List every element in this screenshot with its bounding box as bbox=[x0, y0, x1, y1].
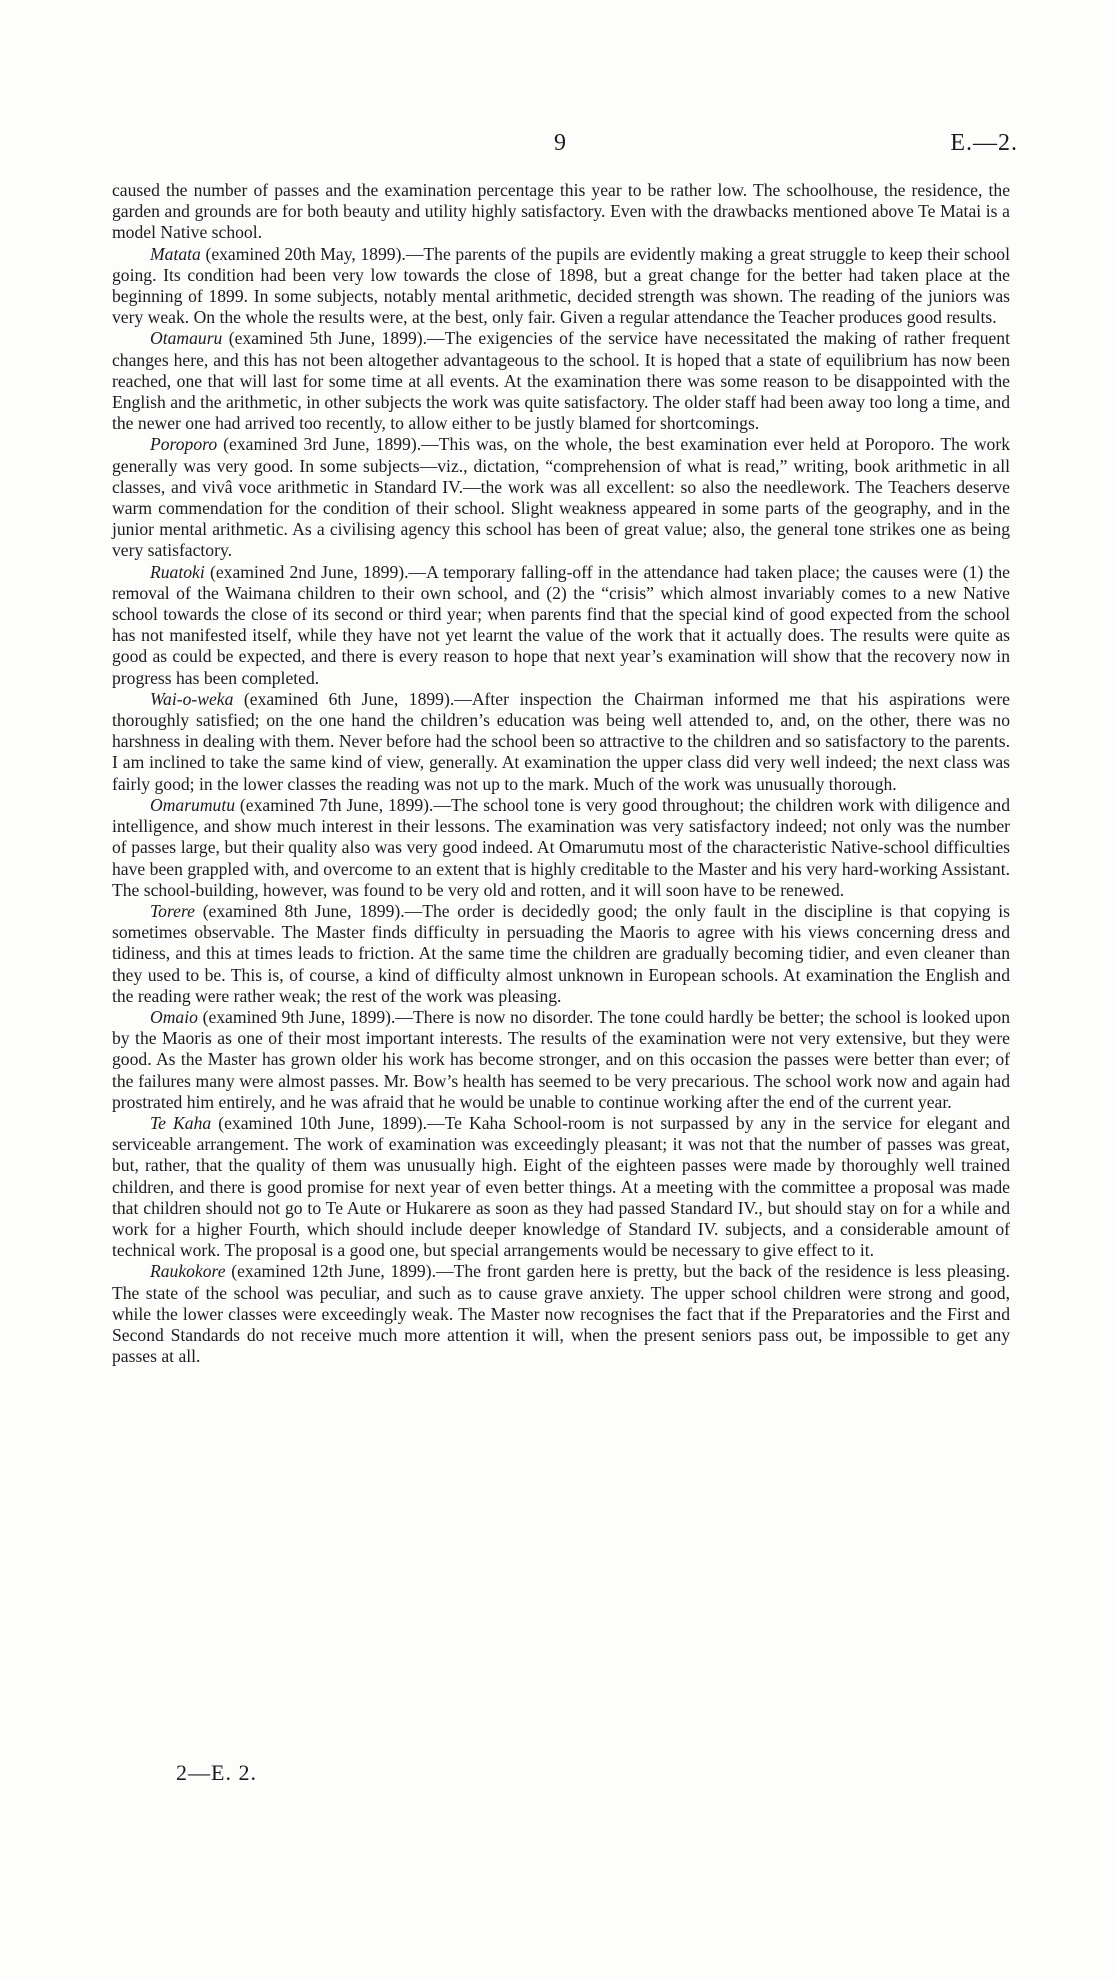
paragraph-poroporo bbox=[112, 434, 1010, 561]
paragraph-text: (examined 6th June, 1899).—After inspection the Chairman informed me that his aspirations were thoroughly satisfied; on the one hand the children’s education was being well attended to, and, on the other, there was no harshness in dealing with them. Never before had the school been so attractive to the children and so satisfactory to the parents. I am inclined to take the same kind of view, generally. At examination the upper class did very well indeed; the next class was fairly good; in the lower classes the reading was not up to the mark. Much of the work was unusually thorough. bbox=[112, 688, 1010, 794]
paragraph-te-kaha bbox=[112, 1113, 1010, 1261]
paragraph-torere bbox=[112, 901, 1010, 1007]
report-body bbox=[112, 180, 1010, 1367]
school-name: Wai-o-weka bbox=[150, 688, 234, 709]
paragraph-omarumutu bbox=[112, 795, 1010, 901]
paragraph-text: (examined 3rd June, 1899).—This was, on the whole, the best examination ever held at Poroporo. The work generally was very good. In some subjects—viz., dictation, “comprehension of what is read,” writing, book arithmetic in all classes, and vivâ voce arithmetic in Standard IV.—the work was all excellent: so also the needlework. The Teachers deserve warm commendation for the condition of their school. Slight weakness appeared in some parts of the geography, and in the junior mental arithmetic. As a civilising agency this school has been of great value; also, the general tone strikes one as being very satisfactory. bbox=[112, 434, 1010, 561]
paragraph-ruatoki bbox=[112, 562, 1010, 689]
paragraph-text: (examined 9th June, 1899).—There is now no disorder. The tone could hardly be better; the school is looked upon by the Maoris as one of their most important interests. The results of the examination were not very extensive, but they were good. As the Master has grown older his work has become stronger, and on this occasion the passes were better than ever; of the failures many were almost passes. Mr. Bow’s health has seemed to be very precarious. The school work now and again had prostrated him entirely, and he was afraid that he would be unable to continue working after the end of the current year. bbox=[112, 1006, 1010, 1112]
school-name: Omaio bbox=[150, 1006, 198, 1027]
paragraph-wai-o-weka bbox=[112, 689, 1010, 795]
paragraph-text: caused the number of passes and the examination percentage this year to be rather low. The schoolhouse, the residence, the garden and grounds are for both beauty and utility highly satisfactory. Even with the drawbacks mentioned above Te Matai is a model Native school. bbox=[112, 180, 1010, 243]
paragraph-matata bbox=[112, 244, 1010, 329]
school-name: Ruatoki bbox=[150, 561, 205, 582]
school-name: Matata bbox=[150, 243, 201, 264]
page-number: 9 bbox=[554, 130, 566, 156]
paragraph-text: (examined 7th June, 1899).—The school tone is very good throughout; the children work with diligence and intelligence, and show much interest in their lessons. The examination was very satisfactory indeed; not only was the number of passes large, but their quality also was very good indeed. At Omarumutu most of the characteristic Native-school difficulties have been grappled with, and overcome to an extent that is highly creditable to the Master and his very hard-working Assistant. The school-building, however, was found to be very old and rotten, and it will soon have to be renewed. bbox=[112, 794, 1010, 900]
school-name: Otamauru bbox=[150, 328, 223, 349]
paragraph-raukokore bbox=[112, 1261, 1010, 1367]
school-name: Torere bbox=[150, 900, 195, 921]
school-name: Te Kaha bbox=[150, 1112, 212, 1133]
paragraph-otamauru bbox=[112, 328, 1010, 434]
paragraph-text: (examined 10th June, 1899).—Te Kaha School-room is not surpassed by any in the service for elegant and serviceable arrangement. The work of examination was exceedingly pleasant; it was not that the number of passes was great, but, rather, that the quality of them was unusually high. Eight of the eighteen passes were made by thoroughly well trained children, and there is good promise for next year of even better things. At a meeting with the committee a proposal was made that children should not go to Te Aute or Hukarere as soon as they had passed Standard IV., but should stay on for a while and work for a higher Fourth, which should include deeper knowledge of Standard IV. subjects, and a considerable amount of technical work. The proposal is a good one, but special arrangements would be necessary to give effect to it. bbox=[112, 1112, 1010, 1261]
paragraph-text: (examined 12th June, 1899).—The front garden here is pretty, but the back of the residence is less pleasing. The state of the school was peculiar, and such as to cause grave anxiety. The upper school children were strong and good, while the lower classes were exceedingly weak. The Master now recognises the fact that if the Preparatories and the First and Second Standards do not receive much more attention it will, when the present seniors pass out, be impossible to get any passes at all. bbox=[112, 1261, 1010, 1367]
paragraph-text: (examined 2nd June, 1899).—A temporary falling-off in the attendance had taken place; the causes were (1) the removal of the Waimana children to their own school, and (2) the “crisis” which almost invariably comes to a new Native school towards the close of its second or third year; when parents find that the special kind of good expected from the school has not manifested itself, while they have not yet learnt the value of the work that it actually does. The results were quite as good as could be expected, and there is every reason to hope that next year’s examination will show that the recovery now in progress has been completed. bbox=[112, 561, 1010, 688]
school-name: Poroporo bbox=[150, 434, 218, 455]
paragraph-text: (examined 5th June, 1899).—The exigencies of the service have necessitated the making of rather frequent changes here, and this has not been altogether advantageous to the school. It is hoped that a state of equilibrium has now been reached, one that will last for some time at all events. At the examination there was some reason to be disappointed with the English and the arithmetic, in other subjects the work was quite satisfactory. The older staff had been away too long a time, and the newer one had arrived too recently, to allow either to be justly blamed for shortcomings. bbox=[112, 328, 1010, 434]
paragraph-text: (examined 8th June, 1899).—The order is decidedly good; the only fault in the discipline is that copying is sometimes observable. The Master finds difficulty in persuading the Maoris to agree with his views concerning dress and tidiness, and this at times leads to friction. At the same time the children are gradually becoming tidier, and even cleaner than they used to be. This is, of course, a kind of difficulty almost unknown in European schools. At examination the English and the reading were rather weak; the rest of the work was pleasing. bbox=[112, 900, 1010, 1006]
school-name: Omarumutu bbox=[150, 794, 236, 815]
signature-mark: 2—E. 2. bbox=[176, 1760, 257, 1785]
paragraph-text: (examined 20th May, 1899).—The parents of the pupils are evidently making a great struggle to keep their school going. Its condition had been very low towards the close of 1898, but a great change for the better had taken place at the beginning of 1899. In some subjects, notably mental arithmetic, decided strength was shown. The reading of the juniors was very weak. On the whole the results were, at the best, only fair. Given a regular attendance the Teacher produces good results. bbox=[112, 243, 1010, 328]
school-name: Raukokore bbox=[150, 1261, 226, 1282]
paragraph-omaio bbox=[112, 1007, 1010, 1113]
document-code: E.—2. bbox=[950, 130, 1018, 156]
paragraph-te-matai-continued bbox=[112, 180, 1010, 244]
